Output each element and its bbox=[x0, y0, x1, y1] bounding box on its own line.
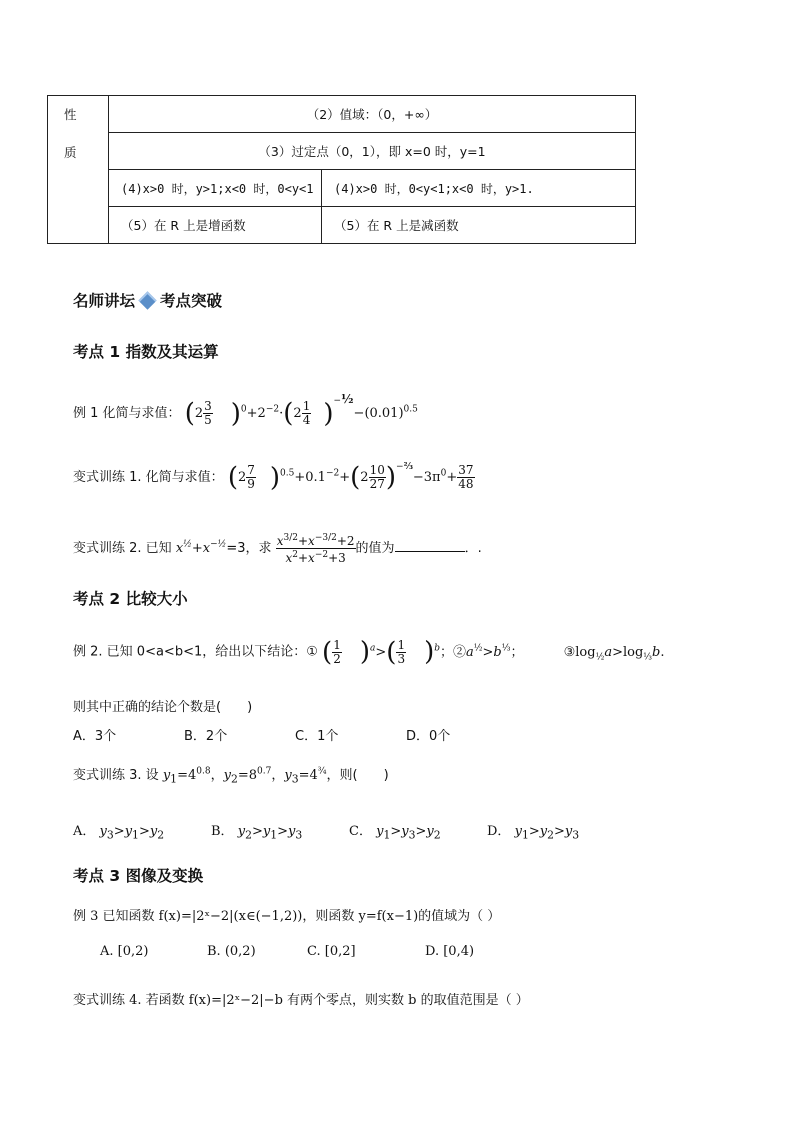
increasing-sign-cell: (4)x>0 时，y>1;x<0 时，0<y<1 bbox=[109, 170, 322, 207]
variant-2-tail: ．. bbox=[464, 541, 482, 556]
decreasing-cell: （5）在 R 上是减函数 bbox=[322, 207, 636, 244]
example-2-conclusions: ( $\frac{1}{2}$ )$^a$>( $\frac{1}{3}$ )$^b$；$②a^{\frac{1}{2}}>b^{\frac{1}{3}}$； $③\log_{\frac{1}{2}}a>\log_{\frac{1}{3}}b$. bbox=[322, 637, 665, 667]
increasing-cell: （5）在 R 上是增函数 bbox=[109, 207, 322, 244]
variant-3-choices bbox=[73, 820, 579, 842]
label-xing: 性 bbox=[64, 107, 77, 122]
variant-3-values: $y_1=4^{0.8}$，$y_2=8^{0.7}$，$y_3=4^{\frac{3}{4}}$ bbox=[162, 766, 327, 786]
kaodian-3-heading: 考点 3 图像及变换 bbox=[73, 867, 204, 885]
var3-choice-d[interactable]: D． $y_1>y_2>y_3$ bbox=[487, 824, 580, 842]
choice-d[interactable]: D．0个 bbox=[406, 729, 451, 744]
label-zhi: 质 bbox=[64, 145, 77, 160]
variant-2-mid: =3，求 bbox=[226, 541, 272, 556]
variant-2-end: 的值为 bbox=[355, 541, 395, 556]
variant-1-label: 变式训练 1. 化简与求值： bbox=[73, 470, 224, 485]
properties-table bbox=[47, 95, 636, 244]
diamond-icon bbox=[138, 291, 156, 309]
example-2 bbox=[73, 637, 665, 667]
ex3-choice-c[interactable]: C. [0,2] bbox=[307, 944, 356, 959]
example-3-choices bbox=[100, 944, 474, 959]
section-title-left: 名师讲坛 bbox=[73, 292, 136, 310]
example-1-formula: (2 $\frac{3}{5}$ )$^0+2^{-2}\cdot(2$ $\frac{1}{4}$ )$^{-\frac{1}{2}}-(0.01)^{0.5}$ bbox=[184, 392, 418, 429]
decreasing-sign-cell: (4)x>0 时，0<y<1;x<0 时，y>1. bbox=[322, 170, 636, 207]
kaodian-1-heading: 考点 1 指数及其运算 bbox=[73, 343, 219, 361]
kaodian-2-heading: 考点 2 比较大小 bbox=[73, 590, 188, 608]
variant-3 bbox=[73, 764, 389, 786]
choice-c[interactable]: C．1个 bbox=[295, 729, 339, 744]
example-1-label: 例 1 化简与求值： bbox=[73, 406, 181, 421]
example-1 bbox=[73, 392, 418, 429]
example-2-label: 例 2. 已知 0<a<b<1，给出以下结论：① bbox=[73, 644, 318, 660]
variant-3-then: ，则( ) bbox=[326, 768, 389, 783]
variant-2-label: 变式训练 2. 已知 bbox=[73, 541, 172, 556]
ex3-choice-d[interactable]: D. [0,4) bbox=[425, 944, 475, 959]
variant-1-formula: (2 $\frac{7}{9}$ )$^{0.5}+0.1^{-2}+(2$ $\frac{10}{27}$ )$^{-\frac{2}{3}}-3\pi^0+$ $\frac{37}{48}$ bbox=[227, 462, 474, 493]
fixed-point-row: （3）过定点（0，1），即 x=0 时，y=1 bbox=[109, 133, 636, 170]
choice-a[interactable]: A．3个 bbox=[73, 729, 117, 744]
ex3-choice-a[interactable]: A. [0,2) bbox=[100, 944, 149, 959]
range-row: （2）值域：（0，+∞） bbox=[109, 96, 636, 133]
variant-4: 变式训练 4. 若函数 f(x)=|2ˣ−2|−b 有两个零点，则实数 b 的取值范围是（ ） bbox=[73, 993, 529, 1008]
ex3-choice-b[interactable]: B. (0,2) bbox=[207, 944, 256, 959]
variant-2-given: $x^{\frac{1}{2}}+x^{-\frac{1}{2}}$ bbox=[175, 539, 227, 556]
variant-2-expression: $\frac{x^{3/2}+x^{-3/2}+2}{x^2+x^{-2}+3}$ bbox=[276, 533, 355, 565]
choice-b[interactable]: B．2个 bbox=[184, 729, 228, 744]
section-title-right: 考点突破 bbox=[160, 292, 223, 310]
example-2-question: 则其中正确的结论个数是( ) bbox=[73, 700, 253, 715]
var3-choice-a[interactable]: A． $y_3>y_1>y_2$ bbox=[73, 824, 165, 842]
variant-3-label: 变式训练 3. 设 bbox=[73, 768, 159, 783]
variant-1 bbox=[73, 462, 475, 493]
answer-blank bbox=[395, 539, 465, 552]
properties-label-cell bbox=[48, 96, 109, 244]
var3-choice-c[interactable]: C． $y_1>y_3>y_2$ bbox=[349, 824, 441, 842]
section-title bbox=[73, 289, 222, 311]
variant-2 bbox=[73, 532, 482, 565]
var3-choice-b[interactable]: B． $y_2>y_1>y_3$ bbox=[211, 824, 303, 842]
example-2-choices bbox=[73, 725, 450, 744]
example-3: 例 3 已知函数 f(x)=|2ˣ−2|(x∈(−1,2))，则函数 y=f(x−1)的值域为（ ） bbox=[73, 909, 501, 924]
